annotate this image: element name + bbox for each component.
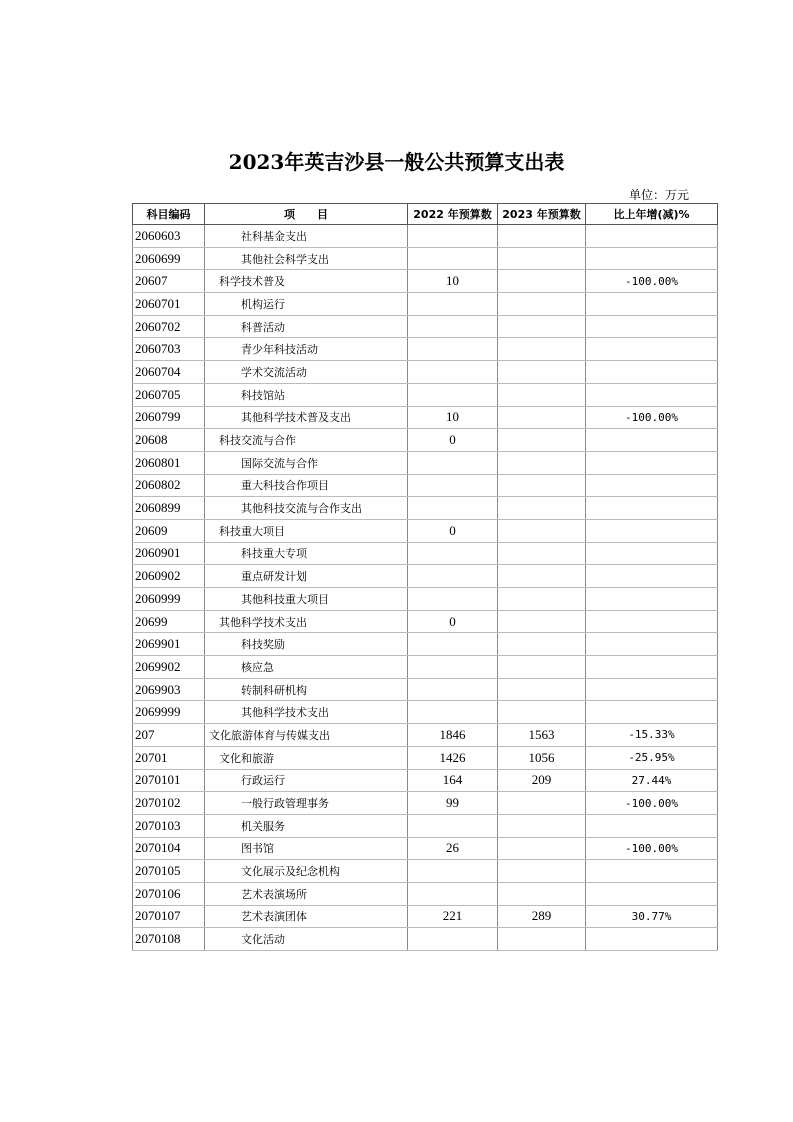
code-cell: 2060703 xyxy=(133,338,205,361)
budget-2023-cell xyxy=(498,383,586,406)
change-cell xyxy=(586,882,718,905)
budget-2022-cell: 0 xyxy=(408,429,498,452)
budget-2023-cell xyxy=(498,474,586,497)
table-row xyxy=(133,610,718,633)
item-name-cell: 一般行政管理事务 xyxy=(205,792,408,815)
code-cell: 2070108 xyxy=(133,928,205,951)
table-row xyxy=(133,746,718,769)
budget-2022-cell xyxy=(408,497,498,520)
item-name-cell: 机构运行 xyxy=(205,293,408,316)
table-row xyxy=(133,474,718,497)
code-cell: 2069999 xyxy=(133,701,205,724)
budget-2023-cell xyxy=(498,814,586,837)
change-cell: -25.95% xyxy=(586,746,718,769)
change-cell: 30.77% xyxy=(586,905,718,928)
item-name-cell: 其他科学技术支出 xyxy=(205,701,408,724)
item-name-cell: 科普活动 xyxy=(205,315,408,338)
change-cell xyxy=(586,928,718,951)
budget-2023-cell: 209 xyxy=(498,769,586,792)
change-cell xyxy=(586,519,718,542)
budget-2023-cell xyxy=(498,837,586,860)
code-cell: 2070101 xyxy=(133,769,205,792)
item-name-cell: 科技奖励 xyxy=(205,633,408,656)
budget-2022-cell xyxy=(408,882,498,905)
code-cell: 20607 xyxy=(133,270,205,293)
change-cell: -100.00% xyxy=(586,792,718,815)
item-name-cell: 机关服务 xyxy=(205,814,408,837)
budget-2022-cell: 0 xyxy=(408,610,498,633)
budget-2023-cell: 1563 xyxy=(498,724,586,747)
page-title: 2023年英吉沙县一般公共预算支出表 xyxy=(228,150,565,174)
budget-2022-cell xyxy=(408,928,498,951)
change-cell: -100.00% xyxy=(586,406,718,429)
table-row xyxy=(133,656,718,679)
code-cell: 2060702 xyxy=(133,315,205,338)
item-name-cell: 其他科技重大项目 xyxy=(205,588,408,611)
change-cell: -100.00% xyxy=(586,837,718,860)
table-row xyxy=(133,542,718,565)
item-name-cell: 其他社会科学支出 xyxy=(205,247,408,270)
item-name-cell: 科学技术普及 xyxy=(205,270,408,293)
budget-2022-cell: 1426 xyxy=(408,746,498,769)
change-cell xyxy=(586,610,718,633)
header-code: 科目编码 xyxy=(133,204,205,225)
budget-2022-cell xyxy=(408,565,498,588)
change-cell xyxy=(586,678,718,701)
item-name-cell: 学术交流活动 xyxy=(205,361,408,384)
unit-label: 单位：万元 xyxy=(628,188,689,202)
budget-2022-cell: 26 xyxy=(408,837,498,860)
table-row xyxy=(133,678,718,701)
code-cell: 2069902 xyxy=(133,656,205,679)
table-row xyxy=(133,225,718,248)
budget-2022-cell xyxy=(408,860,498,883)
change-cell xyxy=(586,315,718,338)
change-cell xyxy=(586,656,718,679)
budget-2023-cell xyxy=(498,565,586,588)
item-name-cell: 科技馆站 xyxy=(205,383,408,406)
code-cell: 20699 xyxy=(133,610,205,633)
item-name-cell: 国际交流与合作 xyxy=(205,451,408,474)
table-row xyxy=(133,361,718,384)
code-cell: 2060603 xyxy=(133,225,205,248)
change-cell xyxy=(586,497,718,520)
change-cell xyxy=(586,588,718,611)
change-cell xyxy=(586,814,718,837)
budget-2023-cell xyxy=(498,656,586,679)
budget-2022-cell xyxy=(408,293,498,316)
budget-2022-cell xyxy=(408,814,498,837)
table-row xyxy=(133,701,718,724)
header-item: 项 目 xyxy=(205,204,408,225)
change-cell xyxy=(586,361,718,384)
table-row xyxy=(133,406,718,429)
table-row xyxy=(133,882,718,905)
item-name-cell: 科技重大项目 xyxy=(205,519,408,542)
table-header-row xyxy=(133,204,718,225)
budget-2023-cell xyxy=(498,633,586,656)
change-cell: 27.44% xyxy=(586,769,718,792)
change-cell xyxy=(586,225,718,248)
change-cell xyxy=(586,860,718,883)
budget-2022-cell xyxy=(408,451,498,474)
budget-2022-cell xyxy=(408,701,498,724)
code-cell: 2070102 xyxy=(133,792,205,815)
budget-2022-cell: 10 xyxy=(408,270,498,293)
budget-2023-cell xyxy=(498,247,586,270)
table-row xyxy=(133,792,718,815)
change-cell xyxy=(586,338,718,361)
item-name-cell: 行政运行 xyxy=(205,769,408,792)
budget-2023-cell xyxy=(498,860,586,883)
item-name-cell: 科技重大专项 xyxy=(205,542,408,565)
budget-2023-cell xyxy=(498,542,586,565)
budget-2023-cell xyxy=(498,497,586,520)
table-row xyxy=(133,383,718,406)
code-cell: 2060699 xyxy=(133,247,205,270)
change-cell xyxy=(586,633,718,656)
table-row xyxy=(133,429,718,452)
table-row xyxy=(133,270,718,293)
code-cell: 20609 xyxy=(133,519,205,542)
budget-2022-cell xyxy=(408,474,498,497)
code-cell: 2060902 xyxy=(133,565,205,588)
budget-2022-cell xyxy=(408,247,498,270)
budget-2023-cell xyxy=(498,588,586,611)
budget-2023-cell xyxy=(498,270,586,293)
table-row xyxy=(133,928,718,951)
budget-2022-cell xyxy=(408,588,498,611)
code-cell: 2060799 xyxy=(133,406,205,429)
budget-2023-cell xyxy=(498,406,586,429)
budget-2023-cell xyxy=(498,315,586,338)
table-row xyxy=(133,769,718,792)
budget-2022-cell: 164 xyxy=(408,769,498,792)
table-row xyxy=(133,905,718,928)
item-name-cell: 青少年科技活动 xyxy=(205,338,408,361)
code-cell: 2060901 xyxy=(133,542,205,565)
budget-2022-cell: 0 xyxy=(408,519,498,542)
item-name-cell: 文化和旅游 xyxy=(205,746,408,769)
code-cell: 2070105 xyxy=(133,860,205,883)
budget-2022-cell xyxy=(408,361,498,384)
code-cell: 2060801 xyxy=(133,451,205,474)
table-row xyxy=(133,293,718,316)
item-name-cell: 其他科学技术支出 xyxy=(205,610,408,633)
budget-2022-cell xyxy=(408,542,498,565)
change-cell xyxy=(586,293,718,316)
item-name-cell: 其他科学技术普及支出 xyxy=(205,406,408,429)
change-cell: -100.00% xyxy=(586,270,718,293)
header-budget-2022: 2022 年预算数 xyxy=(408,204,498,225)
item-name-cell: 文化活动 xyxy=(205,928,408,951)
item-name-cell: 文化旅游体育与传媒支出 xyxy=(205,724,408,747)
table-row xyxy=(133,588,718,611)
budget-2023-cell xyxy=(498,451,586,474)
header-budget-2023: 2023 年预算数 xyxy=(498,204,586,225)
budget-2023-cell xyxy=(498,338,586,361)
code-cell: 2070104 xyxy=(133,837,205,860)
budget-2022-cell: 1846 xyxy=(408,724,498,747)
table-row xyxy=(133,724,718,747)
budget-2023-cell xyxy=(498,678,586,701)
code-cell: 2069903 xyxy=(133,678,205,701)
change-cell xyxy=(586,701,718,724)
budget-2022-cell: 10 xyxy=(408,406,498,429)
item-name-cell: 艺术表演场所 xyxy=(205,882,408,905)
table-row xyxy=(133,519,718,542)
budget-2023-cell xyxy=(498,293,586,316)
code-cell: 2069901 xyxy=(133,633,205,656)
budget-2023-cell xyxy=(498,519,586,542)
table-row xyxy=(133,338,718,361)
code-cell: 20608 xyxy=(133,429,205,452)
table-row xyxy=(133,247,718,270)
item-name-cell: 社科基金支出 xyxy=(205,225,408,248)
item-name-cell: 科技交流与合作 xyxy=(205,429,408,452)
change-cell: -15.33% xyxy=(586,724,718,747)
budget-2022-cell xyxy=(408,633,498,656)
change-cell xyxy=(586,451,718,474)
table-row xyxy=(133,860,718,883)
code-cell: 2060899 xyxy=(133,497,205,520)
code-cell: 2060704 xyxy=(133,361,205,384)
table-row xyxy=(133,497,718,520)
code-cell: 2070107 xyxy=(133,905,205,928)
budget-2023-cell xyxy=(498,928,586,951)
budget-table xyxy=(132,203,718,951)
item-name-cell: 重点研发计划 xyxy=(205,565,408,588)
change-cell xyxy=(586,542,718,565)
table-row xyxy=(133,814,718,837)
code-cell: 2060802 xyxy=(133,474,205,497)
budget-2022-cell xyxy=(408,656,498,679)
code-cell: 2060705 xyxy=(133,383,205,406)
budget-2022-cell xyxy=(408,315,498,338)
code-cell: 2070103 xyxy=(133,814,205,837)
item-name-cell: 重大科技合作项目 xyxy=(205,474,408,497)
table-row xyxy=(133,451,718,474)
code-cell: 2060999 xyxy=(133,588,205,611)
budget-2022-cell: 99 xyxy=(408,792,498,815)
code-cell: 2060701 xyxy=(133,293,205,316)
budget-2022-cell xyxy=(408,338,498,361)
item-name-cell: 核应急 xyxy=(205,656,408,679)
change-cell xyxy=(586,429,718,452)
header-change: 比上年增(减)% xyxy=(586,204,718,225)
change-cell xyxy=(586,474,718,497)
change-cell xyxy=(586,565,718,588)
change-cell xyxy=(586,383,718,406)
table-row xyxy=(133,633,718,656)
code-cell: 2070106 xyxy=(133,882,205,905)
code-cell: 20701 xyxy=(133,746,205,769)
budget-2023-cell xyxy=(498,429,586,452)
item-name-cell: 文化展示及纪念机构 xyxy=(205,860,408,883)
table-row xyxy=(133,837,718,860)
change-cell xyxy=(586,247,718,270)
item-name-cell: 艺术表演团体 xyxy=(205,905,408,928)
table-row xyxy=(133,315,718,338)
budget-2023-cell xyxy=(498,225,586,248)
item-name-cell: 图书馆 xyxy=(205,837,408,860)
budget-2023-cell: 1056 xyxy=(498,746,586,769)
item-name-cell: 其他科技交流与合作支出 xyxy=(205,497,408,520)
budget-2023-cell xyxy=(498,610,586,633)
table-body xyxy=(133,225,718,951)
budget-2022-cell xyxy=(408,678,498,701)
budget-2023-cell xyxy=(498,882,586,905)
budget-2023-cell: 289 xyxy=(498,905,586,928)
budget-2023-cell xyxy=(498,361,586,384)
budget-2022-cell xyxy=(408,225,498,248)
budget-2023-cell xyxy=(498,701,586,724)
item-name-cell: 转制科研机构 xyxy=(205,678,408,701)
code-cell: 207 xyxy=(133,724,205,747)
table-row xyxy=(133,565,718,588)
budget-2022-cell: 221 xyxy=(408,905,498,928)
budget-2022-cell xyxy=(408,383,498,406)
budget-2023-cell xyxy=(498,792,586,815)
